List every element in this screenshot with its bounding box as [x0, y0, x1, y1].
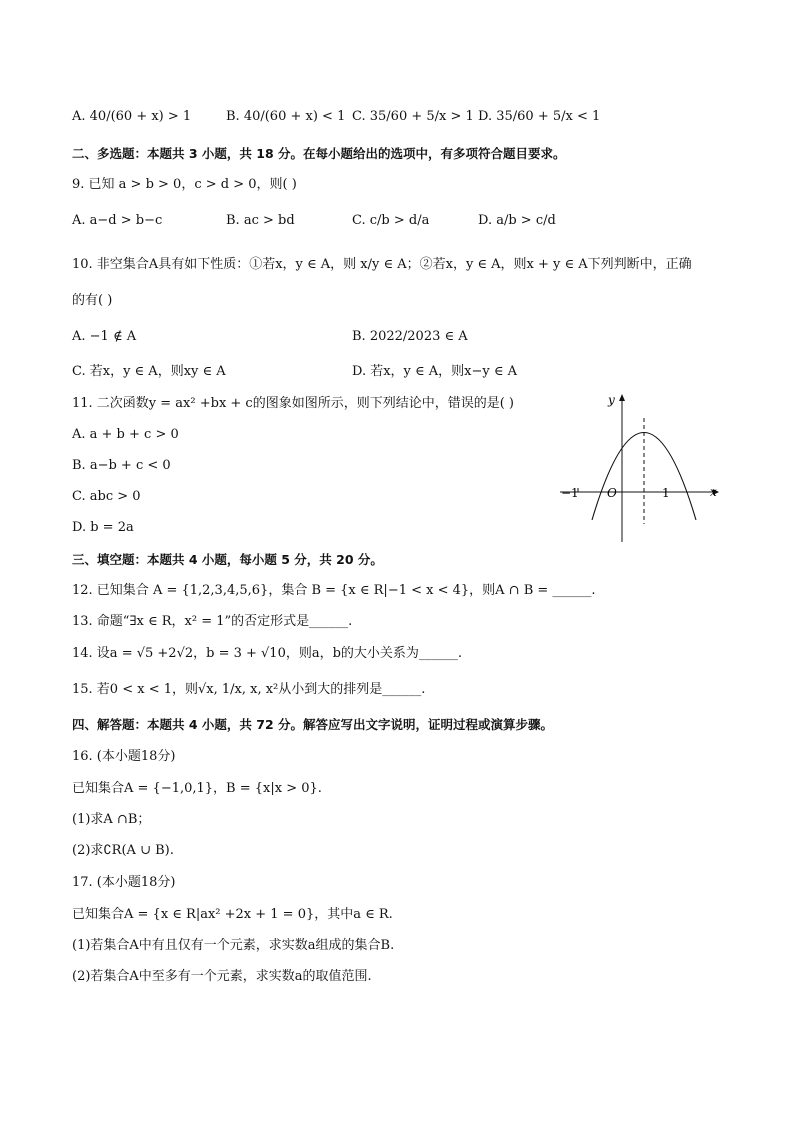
question-10-stem: 10. 非空集合A具有如下性质：①若x，y ∈ A，则 x/y ∈ A；②若x，y ∈ A，则x + y ∈ A下列判断中，正确 [72, 257, 692, 272]
q9-option-a: A. a−d > b−c [72, 213, 163, 228]
q11-option-a: A. a + b + c > 0 [72, 427, 179, 442]
question-17-given: 已知集合A = {x ∈ R|ax² +2x + 1 = 0}，其中a ∈ R. [72, 907, 393, 922]
section-heading-fill-in: 三、填空题：本题共 4 小题，每小题 5 分，共 20 分。 [72, 552, 383, 567]
question-15: 15. 若0 < x < 1，则√x, 1/x, x, x²从小到大的排列是______. [72, 682, 426, 697]
question-17-part2: (2)若集合A中至多有一个元素，求实数a的取值范围. [72, 969, 372, 984]
q10-option-c: C. 若x，y ∈ A，则xy ∈ A [72, 364, 226, 379]
question-9-stem: 9. 已知 a > b > 0，c > d > 0，则( ) [72, 177, 297, 192]
question-16-part1: (1)求A ∩B； [72, 812, 151, 827]
question-13: 13. 命题“∃x ∈ R，x² = 1”的否定形式是______. [72, 614, 353, 629]
section-heading-free-response: 四、解答题：本题共 4 小题，共 72 分。解答应写出文字说明，证明过程或演算步骤。 [72, 717, 554, 732]
q10-option-b: B. 2022/2023 ∈ A [352, 329, 468, 344]
q9-option-d: D. a/b > c/d [478, 213, 556, 228]
y-axis-label: y [608, 393, 615, 407]
option-c: C. 35/60 + 5/x > 1 [352, 109, 474, 124]
tick-label-one: 1 [662, 486, 670, 500]
question-16-given: 已知集合A = {−1,0,1}，B = {x|x > 0}. [72, 781, 322, 796]
question-17-part1: (1)若集合A中有且仅有一个元素，求实数a组成的集合B. [72, 938, 395, 953]
x-axis-label: x [710, 485, 717, 499]
question-11-stem: 11. 二次函数y = ax² +bx + c的图象如图所示，则下列结论中，错误的是( ) [72, 396, 514, 411]
q9-option-b: B. ac > bd [226, 213, 295, 228]
question-16-header: 16. (本小题18分) [72, 749, 176, 764]
q11-option-d: D. b = 2a [72, 520, 134, 535]
q9-option-c: C. c/b > d/a [352, 213, 430, 228]
option-d: D. 35/60 + 5/x < 1 [478, 109, 601, 124]
question-14: 14. 设a = √5 +2√2，b = 3 + √10，则a，b的大小关系为______. [72, 646, 463, 661]
question-17-header: 17. (本小题18分) [72, 875, 176, 890]
origin-label: O [607, 486, 617, 500]
q10-option-a: A. −1 ∉ A [72, 329, 137, 344]
question-16-part2: (2)求∁R(A ∪ B). [72, 843, 174, 858]
option-b: B. 40/(60 + x) < 1 [226, 109, 346, 124]
y-axis-arrow [619, 394, 625, 401]
section-heading-multiple-choice: 二、多选题：本题共 3 小题，共 18 分。在每小题给出的选项中，有多项符合题目要求。 [72, 146, 566, 161]
q11-option-c: C. abc > 0 [72, 489, 141, 504]
parabola-graph [555, 390, 725, 550]
question-10-stem-cont: 的有( ) [72, 293, 113, 308]
tick-label-neg-one: −1 [561, 486, 579, 500]
q11-option-b: B. a−b + c < 0 [72, 458, 171, 473]
q10-option-d: D. 若x，y ∈ A，则x−y ∈ A [352, 364, 518, 379]
option-a: A. 40/(60 + x) > 1 [72, 109, 192, 124]
question-12: 12. 已知集合 A = {1,2,3,4,5,6}，集合 B = {x ∈ R|−1 < x < 4}，则A ∩ B = ______. [72, 583, 596, 598]
